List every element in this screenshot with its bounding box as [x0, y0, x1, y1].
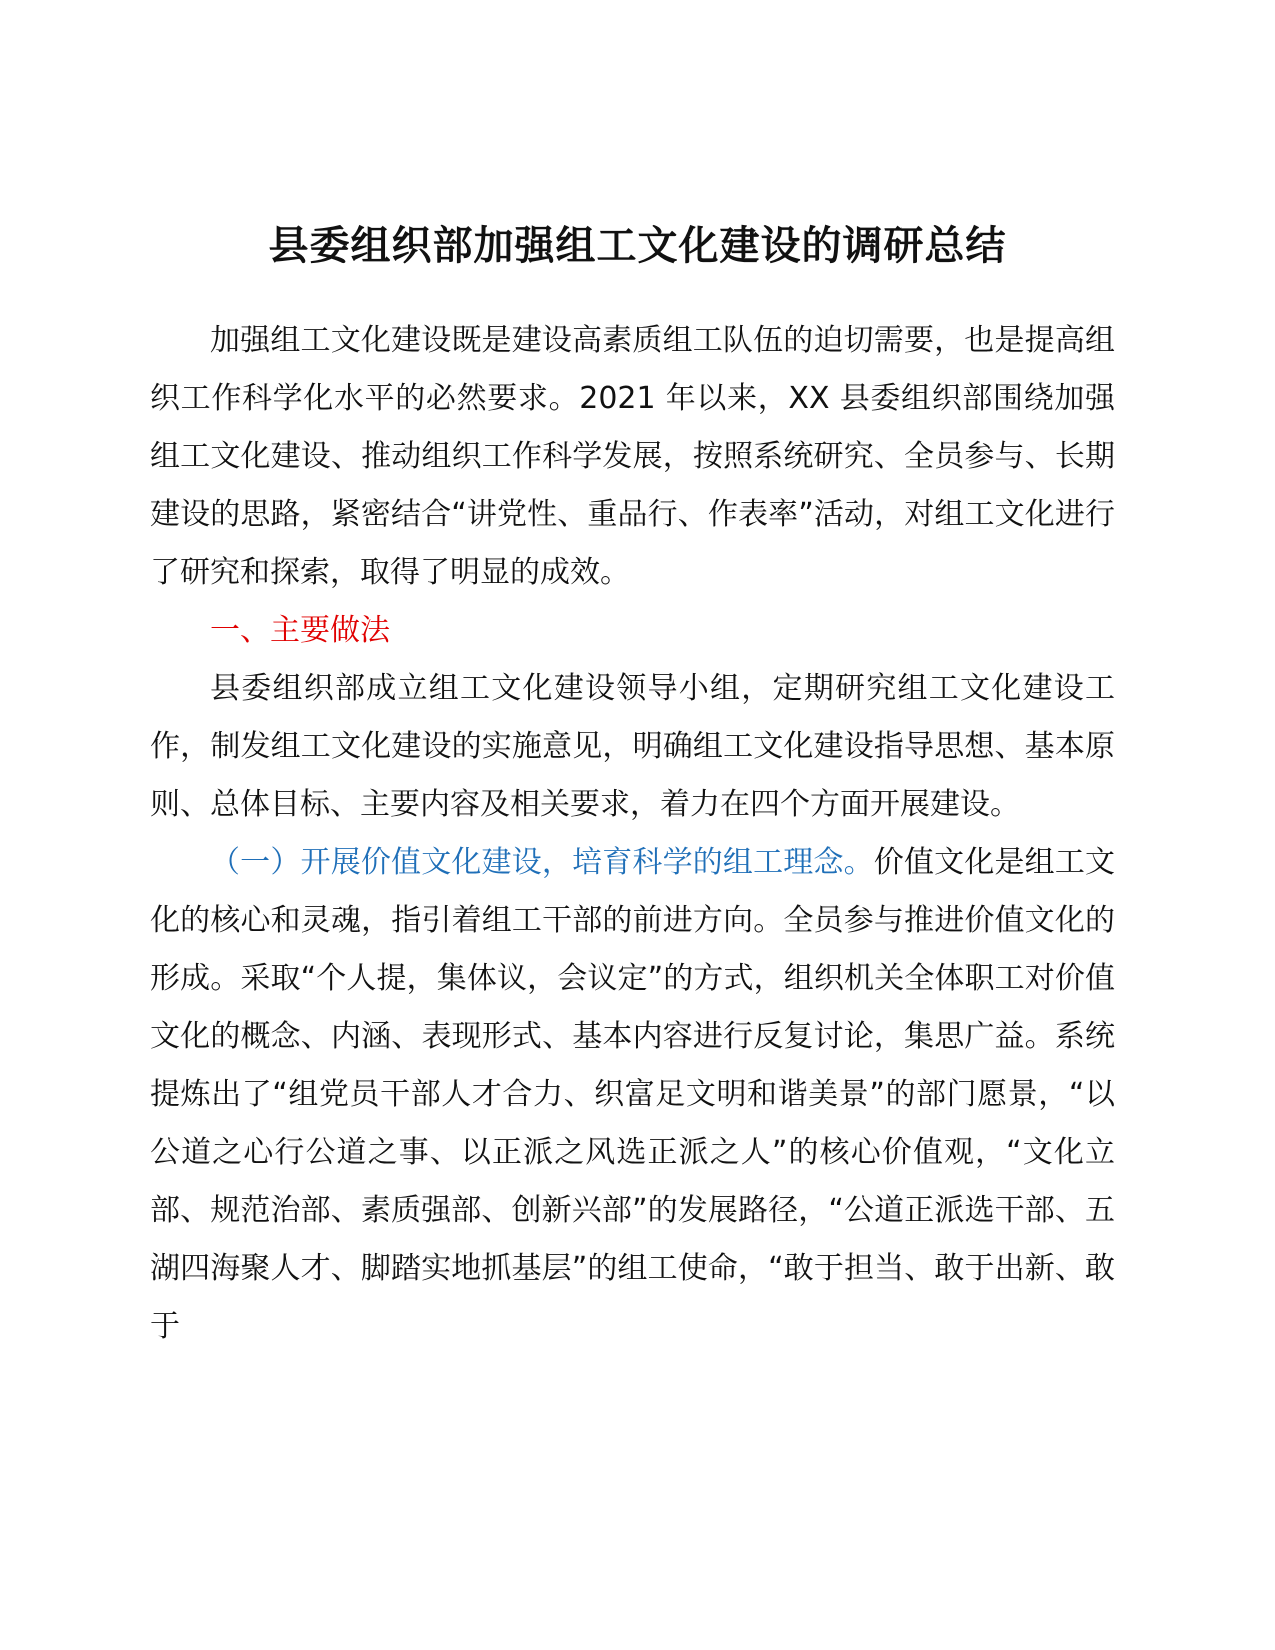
subsection-heading-value-culture: （一）开展价值文化建设，培育科学的组工理念。 [210, 845, 874, 880]
subsection-paragraph [150, 834, 1115, 1356]
section-heading-main-practices: 一、主要做法 [210, 613, 390, 648]
document-title: 县委组织部加强组工文化建设的调研总结 [268, 223, 1007, 269]
section-paragraph: 县委组织部成立组工文化建设领导小组，定期研究组工文化建设工作，制发组工文化建设的实施意见，明确组工文化建设指导思想、基本原则、总体目标、主要内容及相关要求，着力在四个方面开展建设。 [150, 671, 1115, 822]
subsection-body-text: 价值文化是组工文化的核心和灵魂，指引着组工干部的前进方向。全员参与推进价值文化的形成。采取“个人提，集体议，会议定”的方式，组织机关全体职工对价值文化的概念、内涵、表现形式、基本内容进行反复讨论，集思广益。系统提炼出了“组党员干部人才合力、织富足文明和谐美景”的部门愿景，“以公道之心行公道之事、以正派之风选正派之人”的核心价值观，“文化立部、规范治部、素质强部、创新兴部”的发展路径，“公道正派选干部、五湖四海聚人才、脚踏实地抓基层”的组工使命，“敢于担当、敢于出新、敢于 [150, 845, 1116, 1344]
document-body [150, 312, 1115, 1356]
intro-paragraph: 加强组工文化建设既是建设高素质组工队伍的迫切需要，也是提高组织工作科学化水平的必然要求。2021 年以来，XX 县委组织部围绕加强组工文化建设、推动组织工作科学发展，按照系统研究、全员参与、长期建设的思路，紧密结合“讲党性、重品行、作表率”活动，对组工文化进行了研究和探索，取得了明显的成效。 [150, 323, 1115, 590]
